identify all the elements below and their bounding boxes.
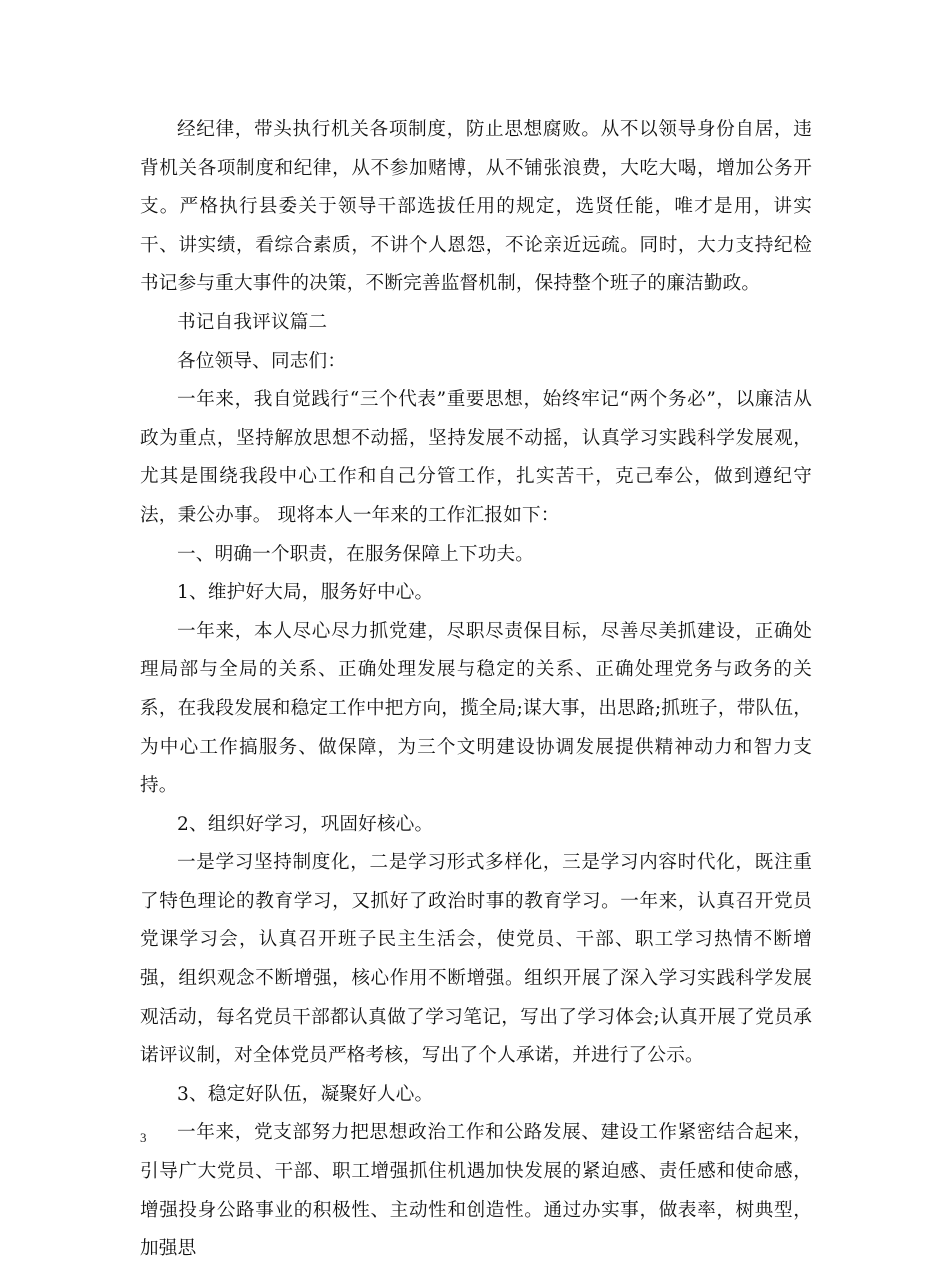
paragraph-discipline: 经纪律，带头执行机关各项制度，防止思想腐败。从不以领导身份自居，违背机关各项制度和纪律，从不参加赌博，从不铺张浪费，大吃大喝，增加公务开支。严格执行县委关于领导干部选拔任用的规定，选贤任能，唯才是用，讲实干、讲实绩，看综合素质，不讲个人恩怨，不论亲近远疏。同时，大力支持纪检书记参与重大事件的决策，不断完善监督机制，保持整个班子的廉洁勤政。 bbox=[140, 119, 812, 295]
subheading-1: 1、维护好大局，服务好中心。 bbox=[177, 582, 434, 604]
paragraph-team: 一年来，党支部努力把思想政治工作和公路发展、建设工作紧密结合起来，引导广大党员、干部、职工增强抓住机遇加快发展的紧迫感、责任感和使命感，增强投身公路事业的积极性、主动性和创造性。通过办实事，做表率，树典型，加强思 bbox=[140, 1122, 812, 1260]
paragraph-party-building: 一年来，本人尽心尽力抓党建，尽职尽责保目标，尽善尽美抓建设，正确处理局部与全局的关系、正确处理发展与稳定的关系、正确处理党务与政务的关系，在我段发展和稳定工作中把方向，揽全局;谋大事，出思路;抓班子，带队伍，为中心工作搞服务、做保障，为三个文明建设协调发展提供精神动力和智力支持。 bbox=[140, 620, 812, 797]
paragraph-study: 一是学习坚持制度化，二是学习形式多样化，三是学习内容时代化，既注重了特色理论的教育学习，又抓好了政治时事的教育学习。一年来，认真召开党员党课学习会，认真召开班子民主生活会，使党员、干部、职工学习热情不断增强，组织观念不断增强，核心作用不断增强。组织开展了深入学习实践科学发展观活动，每名党员干部都认真做了学习笔记，写出了学习体会;认真开展了党员承诺评议制，对全体党员严格考核，写出了个人承诺，并进行了公示。 bbox=[140, 852, 812, 1067]
paragraph-intro: 一年来，我自觉践行“三个代表”重要思想，始终牢记“两个务必”，以廉洁从政为重点，坚持解放思想不动摇，坚持发展不动摇，认真学习实践科学发展观，尤其是围绕我段中心工作和自己分管工作，扎实苦干，克己奉公，做到遵纪守法，秉公办事。 现将本人一年来的工作汇报如下： bbox=[140, 389, 812, 526]
subheading-3: 3、稳定好队伍，凝聚好人心。 bbox=[177, 1083, 434, 1105]
heading-item-one: 一、明确一个职责，在服务保障上下功夫。 bbox=[177, 543, 535, 565]
section-heading-part-two: 书记自我评议篇二 bbox=[177, 311, 328, 333]
page-number: 3 bbox=[140, 1130, 147, 1145]
document-body bbox=[140, 111, 812, 1269]
subheading-2: 2、组织好学习，巩固好核心。 bbox=[177, 813, 434, 835]
salutation: 各位领导、同志们： bbox=[177, 350, 347, 372]
